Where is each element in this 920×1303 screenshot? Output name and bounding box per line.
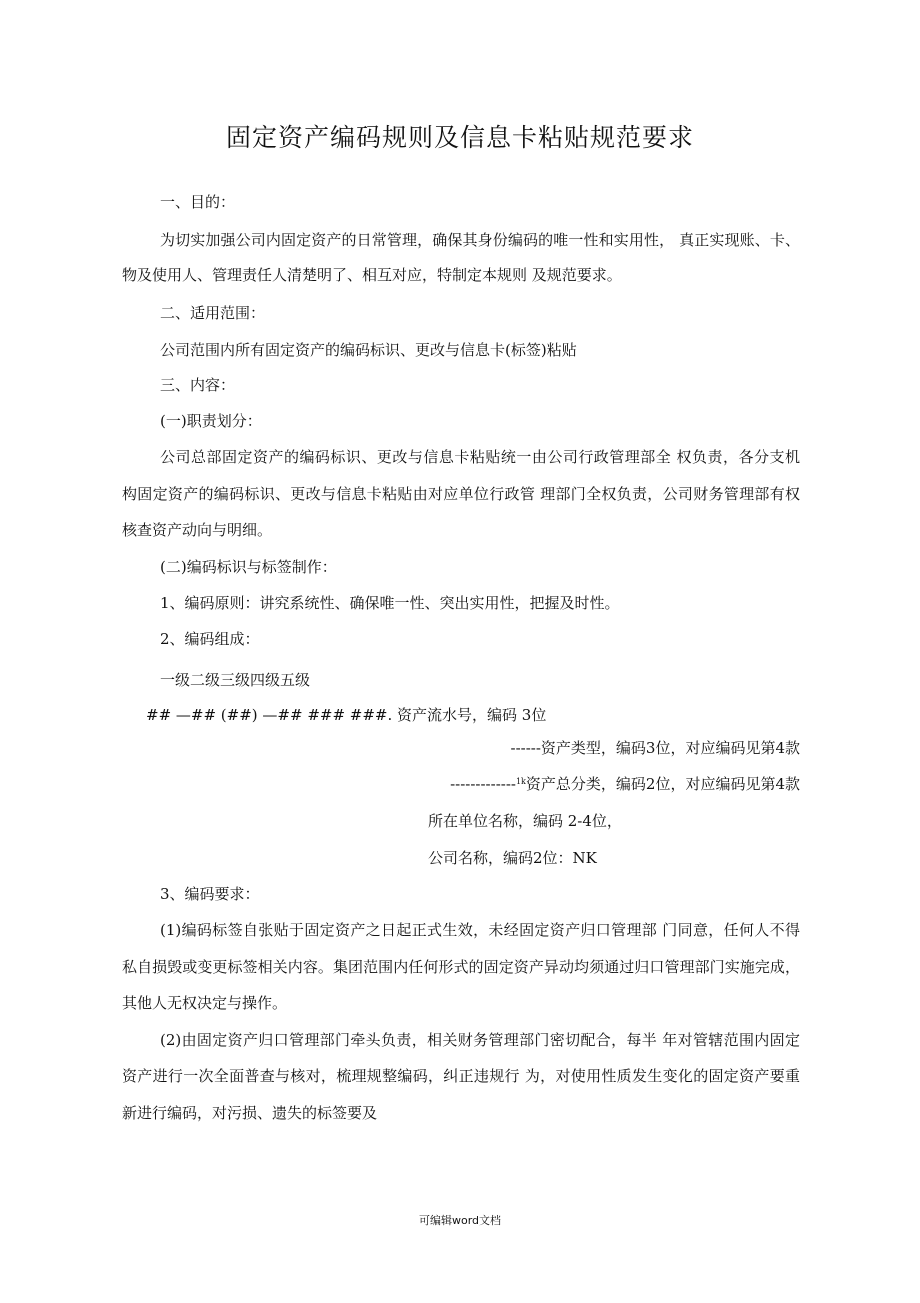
- coding-desc-unit-name: 所在单位名称，编码 2-4位，: [428, 812, 622, 830]
- coding-desc-company-name: 公司名称，编码2位：NK: [428, 849, 597, 867]
- requirement-2-line-2: 资产进行一次全面普查与核对，梳理规整编码，纠正违规行 为，对使用性质发生变化的固定资产要重: [122, 1067, 800, 1085]
- section-2-heading: 二、适用范围：: [160, 304, 266, 322]
- requirement-1-line-2: 私自损毁或变更标签相关内容。集团范围内任何形式的固定资产异动均须通过归口管理部门实施完成，: [122, 958, 800, 976]
- subsection-1-line-2: 构固定资产的编码标识、更改与信息卡粘贴由对应单位行政管 理部门全权负责，公司财务管理部有权: [122, 485, 800, 503]
- coding-requirements-heading: 3、编码要求：: [160, 885, 260, 903]
- coding-desc-asset-category-dash: -------------: [450, 775, 516, 793]
- requirement-2-line-1: (2)由固定资产归口管理部门牵头负责，相关财务管理部门密切配合，每半 年对管辖范围内固定: [160, 1031, 800, 1049]
- coding-desc-asset-category-text: 资产总分类，编码2位，对应编码见第4款: [525, 775, 800, 793]
- coding-composition-heading: 2、编码组成：: [160, 630, 260, 648]
- document-title: 固定资产编码规则及信息卡粘贴规范要求: [225, 123, 694, 152]
- subsection-1-heading: (一)职责划分：: [160, 412, 262, 430]
- section-1-paragraph-line-1: 为切实加强公司内固定资产的日常管理，确保其身份编码的唯一性和实用性， 真正实现账、卡、: [160, 231, 800, 249]
- section-1-paragraph-line-2: 物及使用人、管理责任人清楚明了、相互对应，特制定本规则 及规范要求。: [122, 266, 622, 284]
- subsection-2-heading: (二)编码标识与标签制作：: [160, 558, 337, 576]
- requirement-1-line-3: 其他人无权决定与操作。: [122, 994, 288, 1012]
- subsection-1-line-1: 公司总部固定资产的编码标识、更改与信息卡粘贴统一由公司行政管理部全 权负责，各分支机: [160, 448, 800, 466]
- coding-desc-asset-category-mark: 1k: [515, 777, 526, 786]
- requirement-1-line-1: (1)编码标签自张贴于固定资产之日起正式生效，未经固定资产归口管理部 门同意，任何人不得: [160, 921, 800, 939]
- section-2-paragraph: 公司范围内所有固定资产的编码标识、更改与信息卡(标签)粘贴: [160, 341, 577, 359]
- requirement-2-line-3: 新进行编码，对污损、遗失的标签要及: [122, 1104, 378, 1122]
- coding-desc-asset-type: ------资产类型，编码3位，对应编码见第4款: [510, 739, 800, 757]
- coding-pattern: ## —## (##) —## ### ###. 资产流水号，编码 3位: [146, 706, 547, 724]
- coding-principle: 1、编码原则：讲究系统性、确保唯一性、突出实用性，把握及时性。: [160, 594, 620, 612]
- coding-desc-asset-category: [300, 774, 800, 794]
- section-1-heading: 一、目的：: [160, 193, 236, 211]
- subsection-1-line-3: 核查资产动向与明细。: [122, 521, 273, 539]
- section-3-heading: 三、内容：: [160, 376, 236, 394]
- page-footer: 可编辑word文档: [418, 1214, 502, 1227]
- coding-levels: 一级二级三级四级五级: [160, 671, 311, 689]
